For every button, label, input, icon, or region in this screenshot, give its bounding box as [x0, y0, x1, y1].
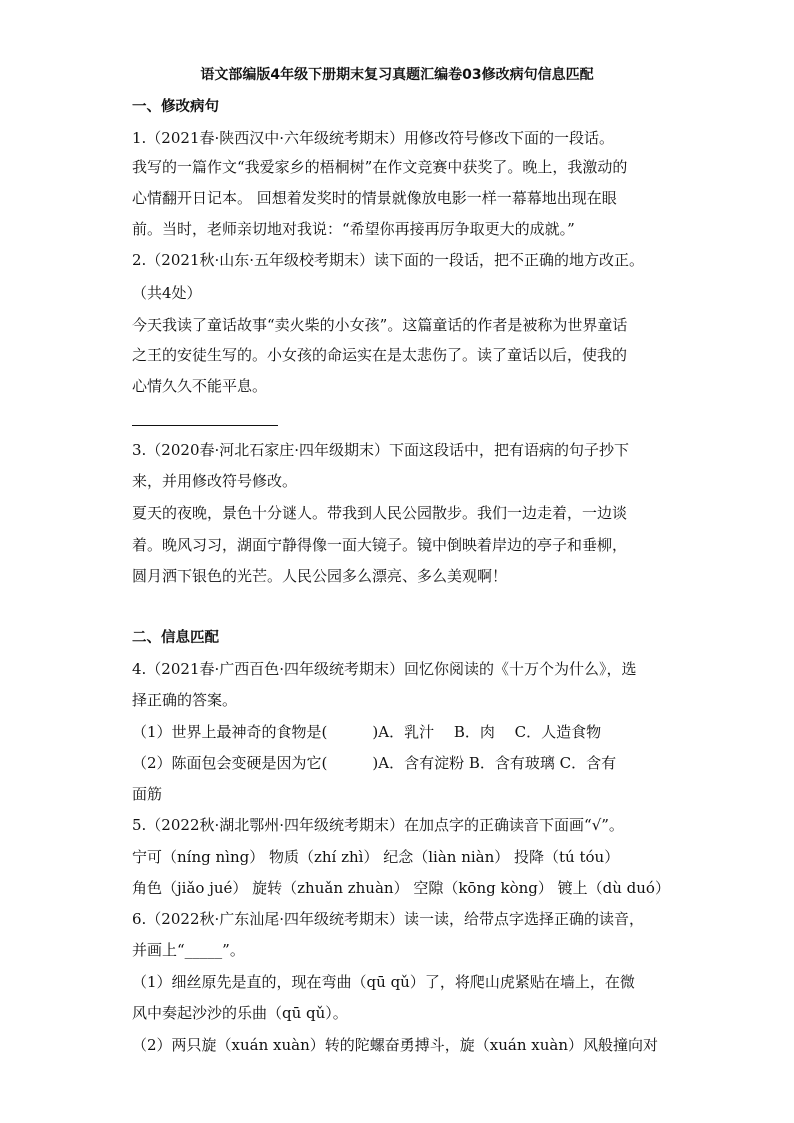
q3-line-2: 着。晚风习习，湖面宁静得像一面大镜子。镜中倒映着岸边的亭子和垂柳，	[132, 536, 628, 554]
q2-line-3: 心情久久不能平息。	[132, 377, 268, 395]
q4-stem: 4.（2021春·广西百色·四年级统考期末）回忆你阅读的《十万个为什么》，选	[132, 660, 637, 678]
q6-item-1: （1）细丝原先是直的，现在弯曲（qū qǔ）了，将爬山虎紧贴在墙上，在微	[132, 973, 635, 991]
q2-line-1: 今天我读了童话故事“卖火柴的小女孩”。这篇童话的作者是被称为世界童话	[132, 316, 628, 334]
q5-row-1: 宁可（níng nìng） 物质（zhí zhì） 纪念（liàn niàn） 投降（tú tóu）	[132, 848, 620, 866]
q4-item-1: （1）世界上最神奇的食物是( )A．乳汁 B．肉 C．人造食物	[132, 723, 602, 741]
q5-stem: 5.（2022秋·湖北鄂州·四年级统考期末）在加点字的正确读音下面画“√”。	[132, 816, 624, 834]
q4-stem-2: 择正确的答案。	[132, 691, 238, 709]
section-heading-2: 二、信息匹配	[132, 630, 219, 646]
q3-stem-2: 来，并用修改符号修改。	[132, 472, 298, 490]
answer-blank-line[interactable]	[132, 425, 278, 426]
q1-stem: 1.（2021春·陕西汉中·六年级统考期末）用修改符号修改下面的一段话。	[132, 129, 615, 147]
section-heading-1: 一、修改病句	[132, 99, 219, 115]
q3-line-1: 夏天的夜晚，景色十分谜人。带我到人民公园散步。我们一边走着，一边谈	[132, 504, 628, 522]
q4-item-2: （2）陈面包会变硬是因为它( )A．含有淀粉 B．含有玻璃 C．含有	[132, 754, 617, 772]
q6-stem: 6.（2022秋·广东汕尾·四年级统考期末）读一读，给带点字选择正确的读音，	[132, 910, 645, 928]
q6-item-1-cont: 风中奏起沙沙的乐曲（qū qǔ）。	[132, 1004, 348, 1022]
q2-stem-2: （共4处）	[132, 284, 202, 302]
q6-item-2: （2）两只旋（xuán xuàn）转的陀螺奋勇搏斗，旋（xuán xuàn）风般撞向对	[132, 1036, 658, 1054]
q3-line-3: 圆月洒下银色的光芒。人民公园多么漂亮、多么美观啊！	[132, 567, 508, 585]
document-title: 语文部编版4年级下册期末复习真题汇编卷03修改病句信息匹配	[200, 67, 594, 83]
q6-stem-2: 并画上“_____”。	[132, 941, 245, 959]
q1-line-1: 我写的一篇作文“我爱家乡的梧桐树”在作文竞赛中获奖了。晚上，我激动的	[132, 158, 628, 176]
q5-row-2: 角色（jiǎo jué） 旋转（zhuǎn zhuàn） 空隙（kōng kòng） 镀上（dù duó）	[132, 879, 670, 897]
q4-item-2-cont: 面筋	[132, 785, 163, 803]
q1-line-2: 心情翻开日记本。 回想着发奖时的情景就像放电影一样一幕幕地出现在眼	[132, 189, 617, 207]
q1-line-3: 前。当时，老师亲切地对我说：“希望你再接再厉争取更大的成就。”	[132, 220, 575, 238]
q3-stem: 3.（2020春·河北石家庄·四年级期末）下面这段话中，把有语病的句子抄下	[132, 441, 630, 459]
q2-stem: 2.（2021秋·山东·五年级校考期末）读下面的一段话，把不正确的地方改正。	[132, 251, 645, 269]
q2-line-2: 之王的安徒生写的。小女孩的命运实在是太悲伤了。读了童话以后，使我的	[132, 346, 628, 364]
